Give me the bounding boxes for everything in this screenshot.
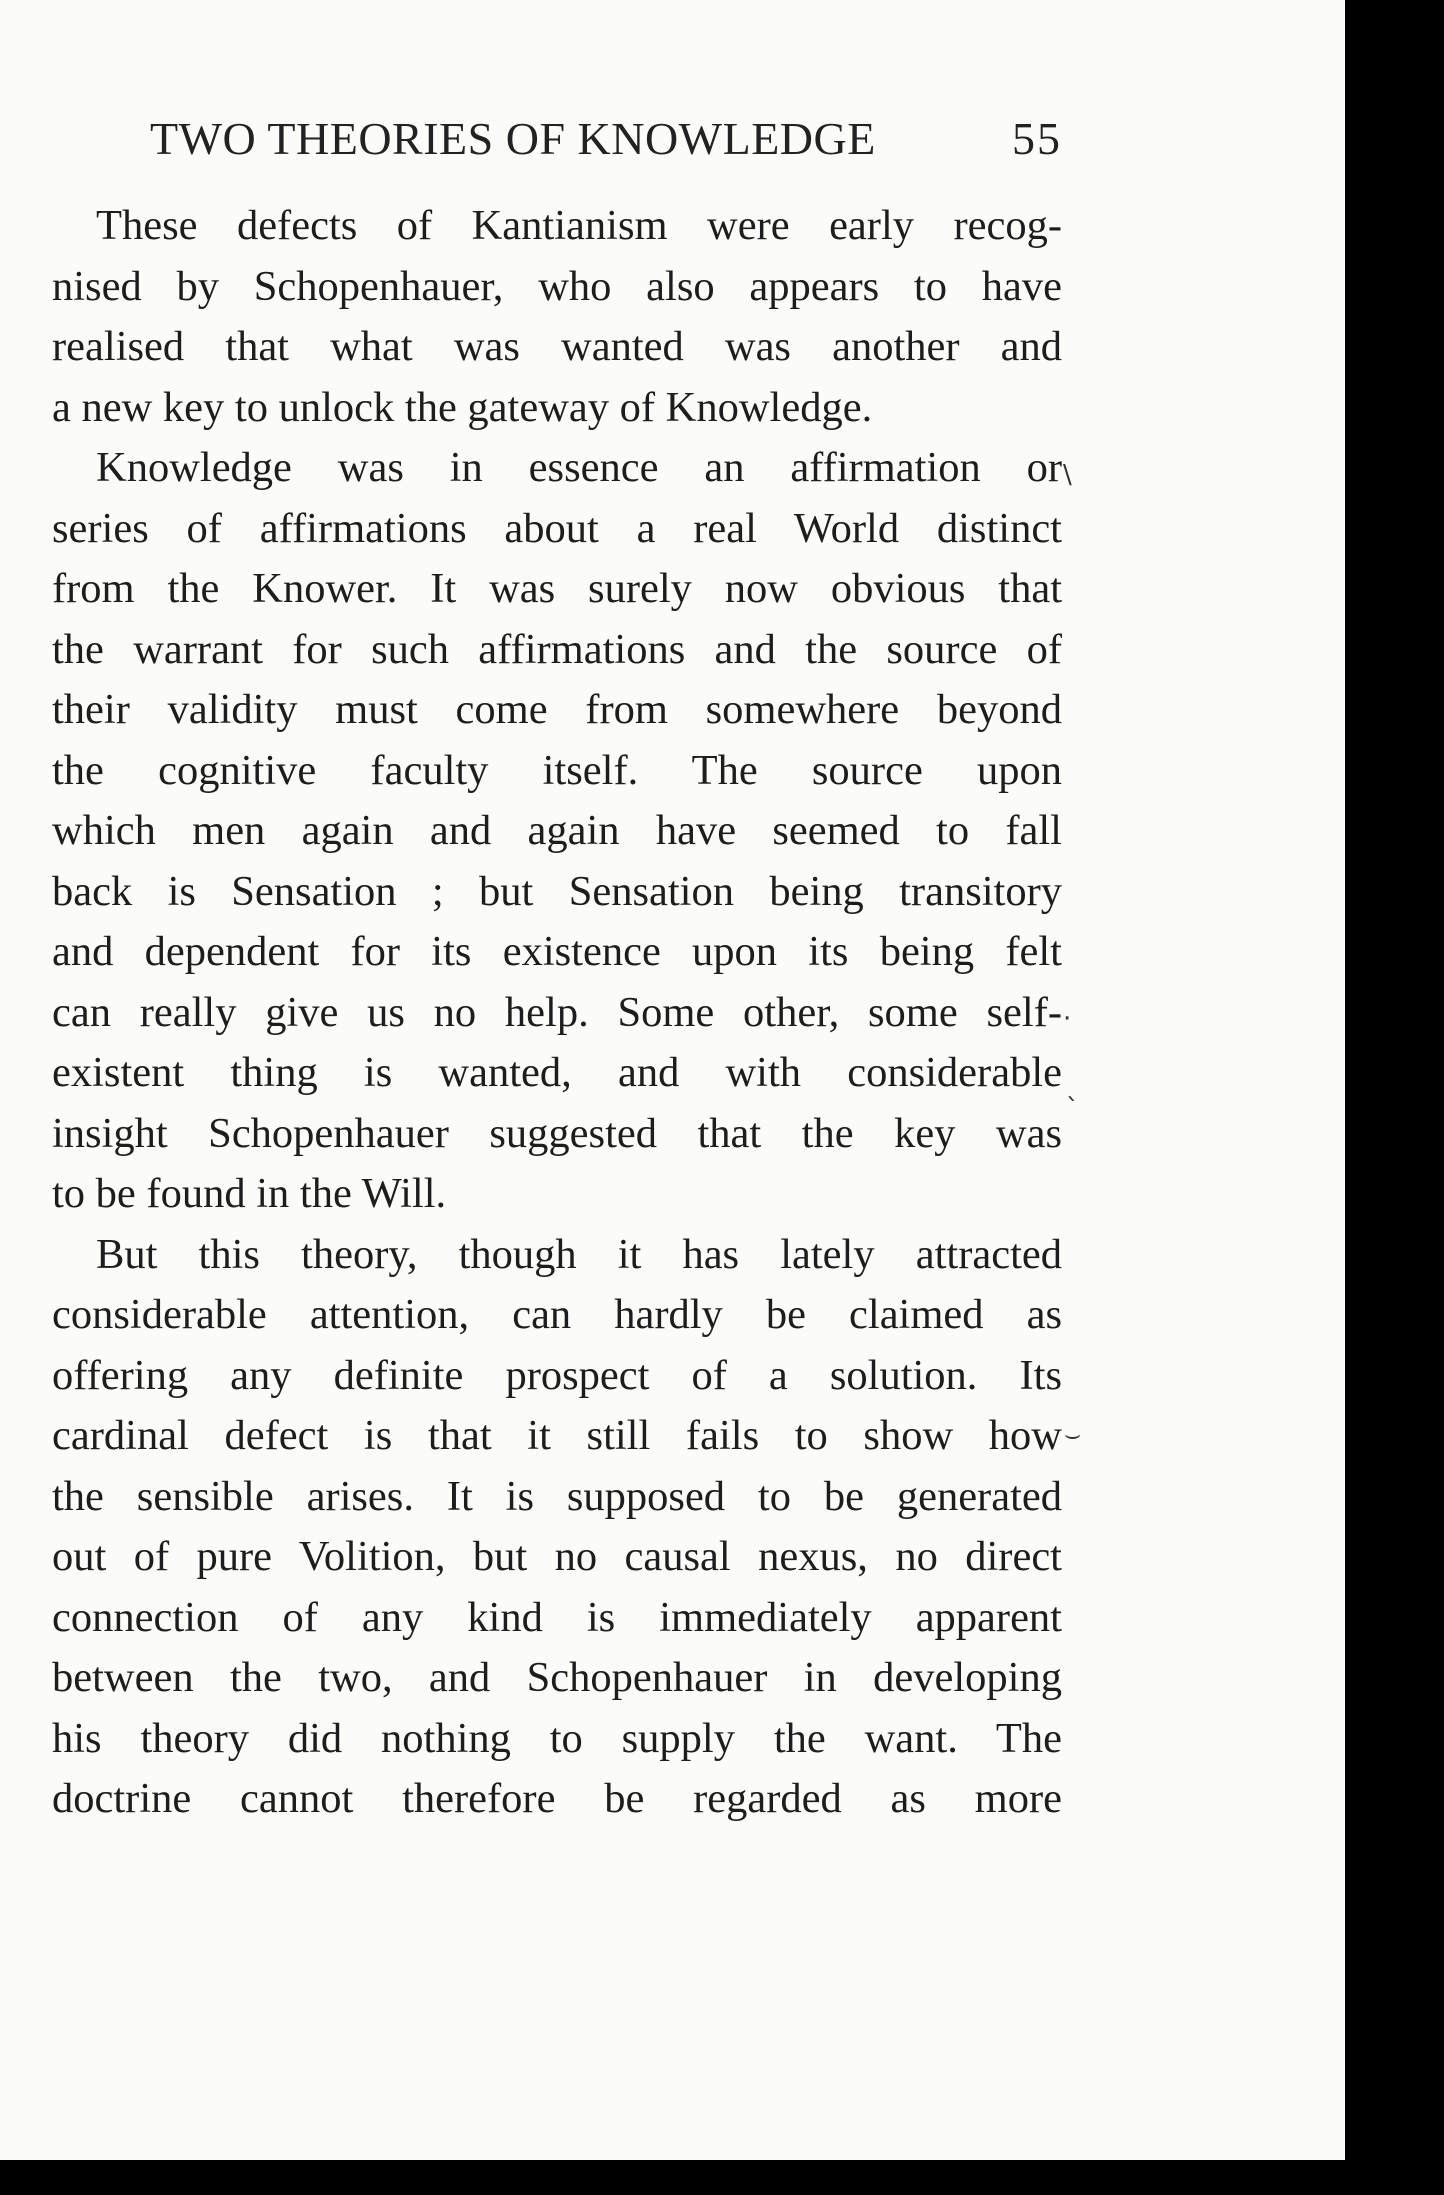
text-line: But this theory, though it has lately attracted	[96, 1230, 1062, 1278]
running-header	[150, 112, 1062, 165]
margin-tick-mark: \	[1063, 460, 1072, 490]
text-line: connection of any kind is immediately apparent	[52, 1593, 1062, 1641]
text-line: to be found in the Will.	[52, 1170, 447, 1217]
running-title: TWO THEORIES OF KNOWLEDGE	[150, 113, 876, 164]
text-line: out of pure Volition, but no causal nexus, no direct	[52, 1533, 1062, 1580]
text-line: the cognitive faculty itself. The source upon	[52, 746, 1062, 794]
paragraph	[52, 438, 1062, 1225]
text-line: the warrant for such affirmations and the source of	[52, 625, 1062, 673]
margin-tick-mark: ˋ	[1066, 1094, 1079, 1124]
margin-tick-mark: ·	[1063, 1004, 1072, 1034]
text-line: a new key to unlock the gateway of Knowledge.	[52, 383, 873, 431]
text-line: These defects of Kantianism were early recog-	[96, 202, 1062, 249]
text-line: can really give us no help. Some other, some self-	[52, 988, 1062, 1036]
paragraph	[52, 1225, 1062, 1830]
text-line: Knowledge was in essence an affirmation or	[96, 444, 1062, 491]
text-line: nised by Schopenhauer, who also appears to have	[52, 262, 1062, 310]
text-line: between the two, and Schopenhauer in developing	[52, 1654, 1062, 1701]
page-body	[52, 196, 1062, 1830]
text-line: from the Knower. It was surely now obvious that	[52, 565, 1062, 612]
paragraph	[52, 196, 1062, 438]
margin-tick-mark: ⌣	[1064, 1420, 1082, 1450]
text-line: considerable attention, can hardly be claimed as	[52, 1291, 1062, 1338]
text-line: his theory did nothing to supply the want. The	[52, 1714, 1062, 1762]
text-line: their validity must come from somewhere beyond	[52, 686, 1062, 733]
text-line: doctrine cannot therefore be regarded as more	[52, 1775, 1062, 1822]
text-line: insight Schopenhauer suggested that the key was	[52, 1109, 1062, 1157]
text-line: existent thing is wanted, and with considerable	[52, 1049, 1062, 1096]
text-line: realised that what was wanted was another and	[52, 323, 1062, 370]
text-line: and dependent for its existence upon its being felt	[52, 928, 1062, 975]
text-line: cardinal defect is that it still fails to show how	[52, 1412, 1062, 1459]
text-line: which men again and again have seemed to fall	[52, 807, 1062, 854]
text-line: back is Sensation ; but Sensation being transitory	[52, 867, 1062, 915]
text-line: offering any definite prospect of a solution. Its	[52, 1351, 1062, 1399]
text-line: series of affirmations about a real World distinct	[52, 504, 1062, 552]
page-number: 55	[1012, 113, 1062, 164]
text-line: the sensible arises. It is supposed to be generated	[52, 1472, 1062, 1520]
